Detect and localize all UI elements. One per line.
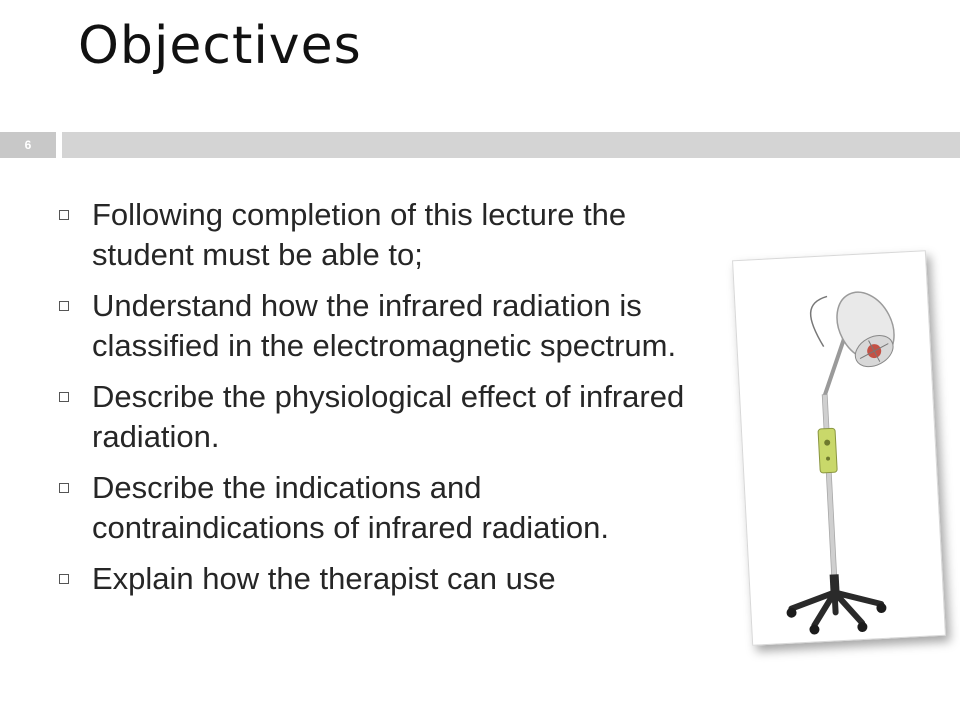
- slide-title: Objectives: [78, 16, 362, 76]
- title-divider-bar: [62, 132, 960, 158]
- list-item: [56, 377, 706, 457]
- list-item-text: Describe the indications and contraindications of infrared radiation.: [92, 470, 609, 545]
- list-item: [56, 468, 706, 548]
- control-box: [818, 428, 837, 473]
- caster-wheel: [809, 624, 820, 635]
- list-item: [56, 559, 706, 599]
- list-item-text: Explain how the therapist can use: [92, 561, 556, 596]
- page-number: 6: [0, 132, 56, 158]
- lamp-cable: [810, 296, 830, 347]
- square-bullet-icon: [59, 392, 69, 402]
- list-item-text: Following completion of this lecture the student must be able to;: [92, 197, 627, 272]
- square-bullet-icon: [59, 574, 69, 584]
- slide-content: [56, 195, 706, 720]
- lamp-pole: [822, 395, 837, 585]
- list-item-text: Understand how the infrared radiation is classified in the electromagnetic spectrum.: [92, 288, 677, 363]
- base-legs: [791, 590, 883, 627]
- list-item: [56, 195, 706, 275]
- objectives-list: [56, 195, 706, 599]
- infrared-lamp-photo: [732, 250, 946, 646]
- list-item: [56, 286, 706, 366]
- infrared-lamp-illustration: [733, 251, 945, 645]
- square-bullet-icon: [59, 301, 69, 311]
- list-item-text: Describe the physiological effect of infrared radiation.: [92, 379, 685, 454]
- square-bullet-icon: [59, 210, 69, 220]
- square-bullet-icon: [59, 483, 69, 493]
